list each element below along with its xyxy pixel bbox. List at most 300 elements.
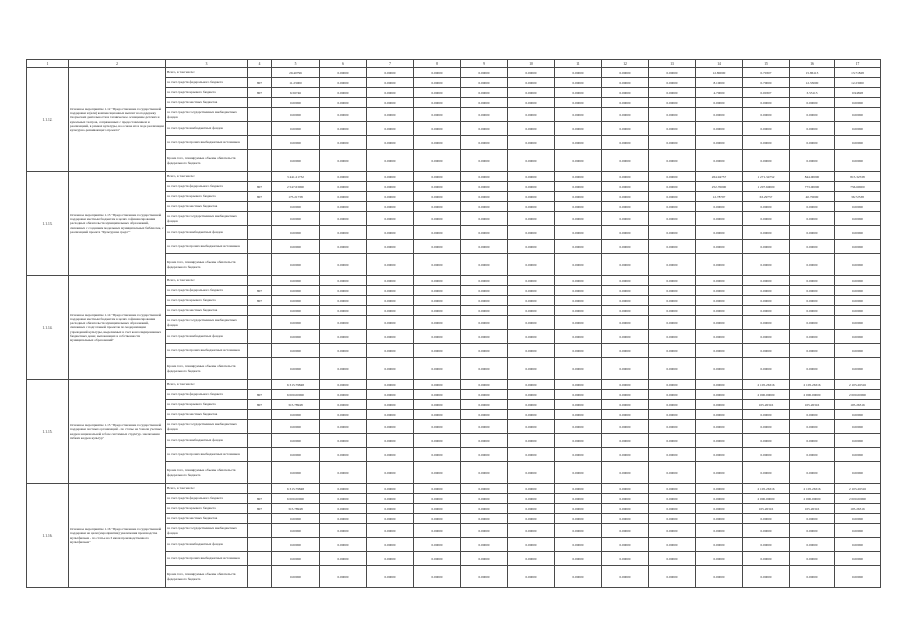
amount-cell: 0.00000 [508,344,555,358]
amount-cell: 0.00000 [790,344,835,358]
amount-cell: 0.00000 [602,276,649,286]
amount-cell: 756.60000 [835,182,881,192]
grbs-code: 807 [248,182,272,192]
funding-source: Всего, в том числе: [166,484,248,494]
header-cell: 5 [272,60,320,68]
amount-cell: 0.00000 [414,108,461,122]
amount-cell: 0.00000 [835,254,881,276]
amount-cell: 0.00000 [790,122,835,136]
amount-cell: 0.00000 [272,276,320,286]
amount-cell: 0.00000 [696,462,743,484]
amount-cell: 0.00000 [367,296,414,306]
amount-cell: 0.00000 [508,108,555,122]
amount-cell: 0.00000 [555,78,602,88]
amount-cell: 0.00000 [743,462,790,484]
amount-cell: 0.00000 [649,88,696,98]
amount-cell: 0.00000 [835,410,881,420]
amount-cell: 0.00000 [320,78,367,88]
amount-cell: 0.00000 [367,434,414,448]
amount-cell: 0.00000 [320,504,367,514]
grbs-code: 807 [248,192,272,202]
amount-cell: 0.00000 [835,316,881,330]
amount-cell: 0.00000 [696,538,743,552]
amount-cell: 0.00000 [835,330,881,344]
amount-cell: 0.00000 [790,434,835,448]
amount-cell: 0.00000 [696,286,743,296]
amount-cell: 0.00000 [508,202,555,212]
amount-cell: 0.00000 [649,306,696,316]
amount-cell: 0.00000 [602,192,649,202]
amount-cell: 0.00000 [555,150,602,172]
amount-cell: 0.00000 [272,538,320,552]
amount-cell: 0.00000 [414,358,461,380]
amount-cell: 0.00000 [555,494,602,504]
amount-cell: 0.00000 [790,240,835,254]
amount-cell: 0.00000 [790,524,835,538]
amount-cell: 0.00000 [508,212,555,226]
amount-cell: 0.00000 [649,552,696,566]
amount-cell: 0.00000 [461,172,508,182]
amount-cell: 0.00000 [367,494,414,504]
amount-cell: 0.00000 [743,316,790,330]
amount-cell: 0.00000 [508,68,555,78]
amount-cell: 0.00000 [696,150,743,172]
amount-cell: 0.00000 [508,504,555,514]
amount-cell: 0.70000 [743,78,790,88]
funding-source: за счет средств местных бюджетов [166,514,248,524]
amount-cell: 2 000.00000 [835,390,881,400]
grbs-code: 807 [248,504,272,514]
funding-source: за счет средств государственных внебюджетных фондов [166,524,248,538]
amount-cell: 0.00000 [649,316,696,330]
amount-cell: 0.00000 [602,286,649,296]
amount-cell: 0.00000 [835,514,881,524]
amount-cell: 0.00000 [649,400,696,410]
amount-cell: 0.00000 [508,88,555,98]
amount-cell: 0.00000 [461,566,508,588]
grbs-code [248,98,272,108]
amount-cell: 0.00000 [555,410,602,420]
amount-cell: 0.00000 [555,400,602,410]
header-cell: 11 [555,60,602,68]
amount-cell: 0.00000 [414,88,461,98]
funding-source: Кроме того, планируемые объемы обязательств федерального бюджета [166,254,248,276]
header-cell: 9 [461,60,508,68]
amount-cell: 2 547.63000 [272,182,320,192]
funding-source: за счет средств федерального бюджета [166,182,248,192]
amount-cell: 0.00000 [461,504,508,514]
amount-cell: 3.53113 [790,88,835,98]
amount-cell: 0.00000 [649,514,696,524]
table-row [27,172,881,182]
amount-cell: 0.00000 [790,98,835,108]
amount-cell: 0.00000 [414,150,461,172]
amount-cell: 0.00000 [835,150,881,172]
amount-cell: 0.00000 [320,88,367,98]
amount-cell: 0.00000 [555,380,602,390]
amount-cell: 0.00000 [272,150,320,172]
amount-cell: 0.00000 [555,226,602,240]
amount-cell: 0.00000 [414,192,461,202]
amount-cell: 0.00000 [602,316,649,330]
amount-cell: 0.00000 [461,448,508,462]
amount-cell: 773.00000 [790,182,835,192]
amount-cell: 0.00000 [649,410,696,420]
amount-cell: 0.00000 [367,192,414,202]
amount-cell: 0.00000 [555,316,602,330]
amount-cell: 0.00000 [649,566,696,588]
amount-cell: 6 315.79848 [272,484,320,494]
amount-cell: 0.00000 [367,108,414,122]
grbs-code [248,380,272,390]
amount-cell: 0.00000 [602,494,649,504]
amount-cell: 0.00000 [414,240,461,254]
amount-cell: 0.00000 [414,434,461,448]
amount-cell: 0.00000 [320,150,367,172]
amount-cell: 0.00000 [508,78,555,88]
header-cell: 3 [166,60,248,68]
amount-cell: 252.76000 [696,182,743,192]
amount-cell: 0.00000 [602,240,649,254]
amount-cell: 0.00000 [602,172,649,182]
amount-cell: 0.00000 [367,448,414,462]
table-row [27,68,881,78]
amount-cell: 0.00000 [790,254,835,276]
grbs-code [248,566,272,588]
amount-cell: 0.00000 [272,122,320,136]
measure-name: Основное мероприятие 1.13 "Предоставление государственной поддержки местным бюджетам в целях софинансирования расходных обязательств муниципальных образований, связанных с созданием модельных муниципальных библиотек, с реализацией проекта "Культурная среда"" [69,172,166,276]
amount-cell: 0.00000 [696,420,743,434]
amount-cell: 0.00000 [649,448,696,462]
amount-cell: 0.00000 [649,98,696,108]
grbs-code [248,136,272,150]
amount-cell: 0.00000 [461,182,508,192]
measure-name: Основное мероприятие 1.16 "Предоставление государственной поддержки на цели (мероприятия) увеличения производства мультфильма - по статье на 3 июля производственного мультфильма" [69,484,166,588]
amount-cell: 0.00000 [320,296,367,306]
grbs-code [248,514,272,524]
funding-source: за счет средств прочих внебюджетных источников [166,344,248,358]
amount-cell: 0.00000 [367,276,414,286]
table-body [27,60,881,588]
amount-cell: 0.00000 [367,358,414,380]
amount-cell: 0.00000 [555,68,602,78]
amount-cell: 0.00000 [320,254,367,276]
amount-cell: 0.00000 [414,202,461,212]
amount-cell: 0.00000 [743,296,790,306]
grbs-code [248,68,272,78]
amount-cell: 0.00000 [272,254,320,276]
amount-cell: 0.00000 [414,330,461,344]
amount-cell: 0.00000 [367,538,414,552]
amount-cell: 0.00000 [461,330,508,344]
amount-cell: 0.00000 [555,88,602,98]
funding-source: за счет средств внебюджетных фондов [166,330,248,344]
amount-cell: 0.00000 [320,192,367,202]
amount-cell: 0.00000 [835,286,881,296]
amount-cell: 2 105.26316 [743,380,790,390]
amount-cell: 0.00000 [367,566,414,588]
amount-cell: 0.00000 [743,150,790,172]
amount-cell: 0.00000 [555,172,602,182]
amount-cell: 0.00000 [743,420,790,434]
funding-source: Всего, в том числе: [166,68,248,78]
amount-cell: 0.00000 [508,448,555,462]
amount-cell: 0.00000 [743,358,790,380]
amount-cell: 0.00000 [743,566,790,588]
grbs-code [248,276,272,286]
amount-cell: 0.00000 [602,448,649,462]
header-cell: 15 [743,60,790,68]
amount-cell: 0.00000 [320,552,367,566]
funding-source: Кроме того, планируемые объемы обязательств федерального бюджета [166,358,248,380]
amount-cell: 0.00000 [696,136,743,150]
amount-cell: 0.00000 [602,410,649,420]
amount-cell: 0.00000 [508,462,555,484]
amount-cell: 0.00000 [272,514,320,524]
amount-cell: 0.00000 [790,566,835,588]
amount-cell: 2 000.00000 [835,494,881,504]
amount-cell: 0.00000 [602,226,649,240]
amount-cell: 0.00000 [414,68,461,78]
amount-cell: 844.00000 [790,172,835,182]
amount-cell: 0.00000 [835,212,881,226]
amount-cell: 0.00000 [414,552,461,566]
amount-cell: 0.00000 [320,108,367,122]
amount-cell: 0.00000 [461,192,508,202]
amount-cell: 0.00000 [320,136,367,150]
amount-cell: 0.00000 [696,122,743,136]
amount-cell: 0.00000 [414,276,461,286]
amount-cell: 0.00000 [602,212,649,226]
funding-source: за счет средств внебюджетных фондов [166,538,248,552]
amount-cell: 0.00000 [367,380,414,390]
amount-cell: 0.00000 [367,202,414,212]
amount-cell: 0.00000 [602,296,649,306]
amount-cell: 815.32538 [835,172,881,182]
amount-cell: 0.00000 [835,552,881,566]
amount-cell: 0.00000 [790,462,835,484]
amount-cell: 0.00000 [649,330,696,344]
amount-cell: 0.00000 [272,330,320,344]
amount-cell: 0.00000 [835,538,881,552]
amount-cell: 0.00000 [414,410,461,420]
amount-cell: 0.00000 [602,400,649,410]
grbs-code [248,122,272,136]
amount-cell: 0.00000 [461,150,508,172]
amount-cell: 0.00000 [555,538,602,552]
amount-cell: 0.00000 [320,390,367,400]
header-row [27,60,881,68]
amount-cell: 0.00000 [414,462,461,484]
amount-cell: 0.00000 [743,344,790,358]
amount-cell: 0.00000 [555,192,602,202]
amount-cell: 0.00000 [743,122,790,136]
amount-cell: 0.00000 [320,400,367,410]
amount-cell: 0.00000 [461,286,508,296]
amount-cell: 0.00000 [461,400,508,410]
amount-cell: 0.00000 [696,276,743,286]
amount-cell: 0.00000 [602,390,649,400]
amount-cell: 0.00000 [696,212,743,226]
funding-source: за счет средств прочих внебюджетных источников [166,552,248,566]
amount-cell: 0.00000 [367,226,414,240]
amount-cell: 0.00000 [649,286,696,296]
grbs-code [248,448,272,462]
amount-cell: 0.00000 [602,420,649,434]
funding-source: Кроме того, планируемые объемы обязательств федерального бюджета [166,462,248,484]
amount-cell: 0.00000 [790,358,835,380]
amount-cell: 0.00000 [555,286,602,296]
funding-source: за счет средств прочих внебюджетных источников [166,136,248,150]
amount-cell: 6 315.79848 [272,380,320,390]
amount-cell: 0.00000 [320,172,367,182]
amount-cell: 0.00000 [414,390,461,400]
grbs-code [248,150,272,172]
amount-cell: 0.00000 [320,202,367,212]
amount-cell: 8.10000 [696,78,743,88]
amount-cell: 315.78948 [272,504,320,514]
amount-cell: 0.00000 [649,344,696,358]
table-row [27,484,881,494]
amount-cell: 0.00000 [555,434,602,448]
amount-cell: 0.00000 [367,420,414,434]
amount-cell: 0.00000 [602,524,649,538]
amount-cell: 0.00000 [835,108,881,122]
amount-cell: 105.26316 [835,504,881,514]
amount-cell: 0.00000 [649,276,696,286]
amount-cell: 0.00000 [272,552,320,566]
amount-cell: 0.00000 [508,192,555,202]
amount-cell: 0.00000 [508,240,555,254]
amount-cell: 0.00000 [743,98,790,108]
amount-cell: 0.00000 [414,78,461,88]
amount-cell: 0.00000 [508,400,555,410]
amount-cell: 0.00000 [320,494,367,504]
amount-cell: 0.00000 [367,400,414,410]
amount-cell: 0.00000 [461,78,508,88]
amount-cell: 0.00000 [835,122,881,136]
amount-cell: 0.00000 [414,172,461,182]
grbs-code: 807 [248,390,272,400]
amount-cell: 0.00000 [320,182,367,192]
amount-cell: 0.00000 [649,192,696,202]
amount-cell: 0.00000 [367,524,414,538]
amount-cell: 0.00000 [649,380,696,390]
amount-cell: 0.00000 [743,226,790,240]
amount-cell: 0.00000 [320,98,367,108]
amount-cell: 0.00000 [649,172,696,182]
grbs-code [248,462,272,484]
amount-cell: 0.00000 [272,420,320,434]
amount-cell: 0.00000 [320,410,367,420]
amount-cell: 0.00000 [835,276,881,286]
grbs-code: 807 [248,494,272,504]
table-row [27,276,881,286]
grbs-code [248,358,272,380]
amount-cell: 0.00000 [696,306,743,316]
amount-cell: 0.00000 [367,212,414,226]
amount-cell: 0.00000 [272,448,320,462]
amount-cell: 105.26316 [835,400,881,410]
amount-cell: 0.00000 [461,494,508,504]
amount-cell: 0.00000 [367,150,414,172]
amount-cell: 0.00000 [272,202,320,212]
amount-cell: 3 441.21732 [272,172,320,182]
amount-cell: 0.00000 [790,276,835,286]
amount-cell: 0.00000 [602,68,649,78]
amount-cell: 0.00000 [367,136,414,150]
funding-source: за счет средств краевого бюджета [166,296,248,306]
amount-cell: 0.00000 [461,316,508,330]
amount-cell: 0.00000 [743,254,790,276]
amount-cell: 0.00000 [696,566,743,588]
amount-cell: 0.00000 [320,420,367,434]
funding-source: за счет средств краевого бюджета [166,504,248,514]
amount-cell: 0.00000 [367,484,414,494]
funding-source: за счет средств федерального бюджета [166,494,248,504]
amount-cell: 0.94828 [835,88,881,98]
amount-cell: 0.00000 [461,538,508,552]
amount-cell: 0.00000 [790,420,835,434]
amount-cell: 36.72538 [835,192,881,202]
funding-source: за счет средств местных бюджетов [166,98,248,108]
amount-cell: 29.40796 [272,68,320,78]
amount-cell: 0.00000 [602,306,649,316]
amount-cell: 0.00000 [696,494,743,504]
amount-cell: 0.00000 [272,358,320,380]
amount-cell: 0.00000 [649,136,696,150]
amount-cell: 0.00000 [272,286,320,296]
amount-cell: 0.00000 [414,286,461,296]
amount-cell: 0.00000 [461,254,508,276]
amount-cell: 2 000.00000 [790,494,835,504]
amount-cell: 0.00000 [508,122,555,136]
amount-cell: 0.00000 [696,524,743,538]
amount-cell: 0.00000 [790,448,835,462]
amount-cell: 0.00000 [367,390,414,400]
header-cell: 2 [69,60,166,68]
amount-cell: 0.00000 [367,98,414,108]
amount-cell: 0.00000 [649,254,696,276]
amount-cell: 0.00000 [272,462,320,484]
amount-cell: 0.00000 [696,410,743,420]
grbs-code [248,484,272,494]
amount-cell: 0.00000 [743,552,790,566]
funding-source: за счет средств прочих внебюджетных источников [166,448,248,462]
amount-cell: 0.00000 [835,136,881,150]
amount-cell: 0.00000 [743,330,790,344]
amount-cell: 0.00000 [367,254,414,276]
amount-cell: 0.00000 [649,78,696,88]
amount-cell: 0.00000 [835,566,881,588]
amount-cell: 0.00000 [272,410,320,420]
amount-cell: 0.00000 [461,410,508,420]
amount-cell: 0.00000 [508,150,555,172]
amount-cell: 0.00000 [414,136,461,150]
amount-cell: 12.33000 [790,78,835,88]
amount-cell: 0.00000 [272,566,320,588]
amount-cell: 0.00000 [367,462,414,484]
grbs-code [248,316,272,330]
amount-cell: 0.00000 [508,524,555,538]
amount-cell: 2 105.26316 [790,380,835,390]
amount-cell: 105.26316 [743,504,790,514]
amount-cell: 40.70000 [790,192,835,202]
measure-name: Основное мероприятие 1.12 "Предоставление государственной поддержки и (или) компенсационных выплат на поддержку творческих деятельности и техническое оснащение детских и кукольных театров, сопряженных с предоставлением и реализацией, в рамках культуры, на основе их в ходе реализации культурно-развивающего проекта" [69,68,166,172]
amount-cell: 0.00000 [461,552,508,566]
funding-source: Всего, в том числе: [166,172,248,182]
amount-cell: 0.00000 [696,202,743,212]
